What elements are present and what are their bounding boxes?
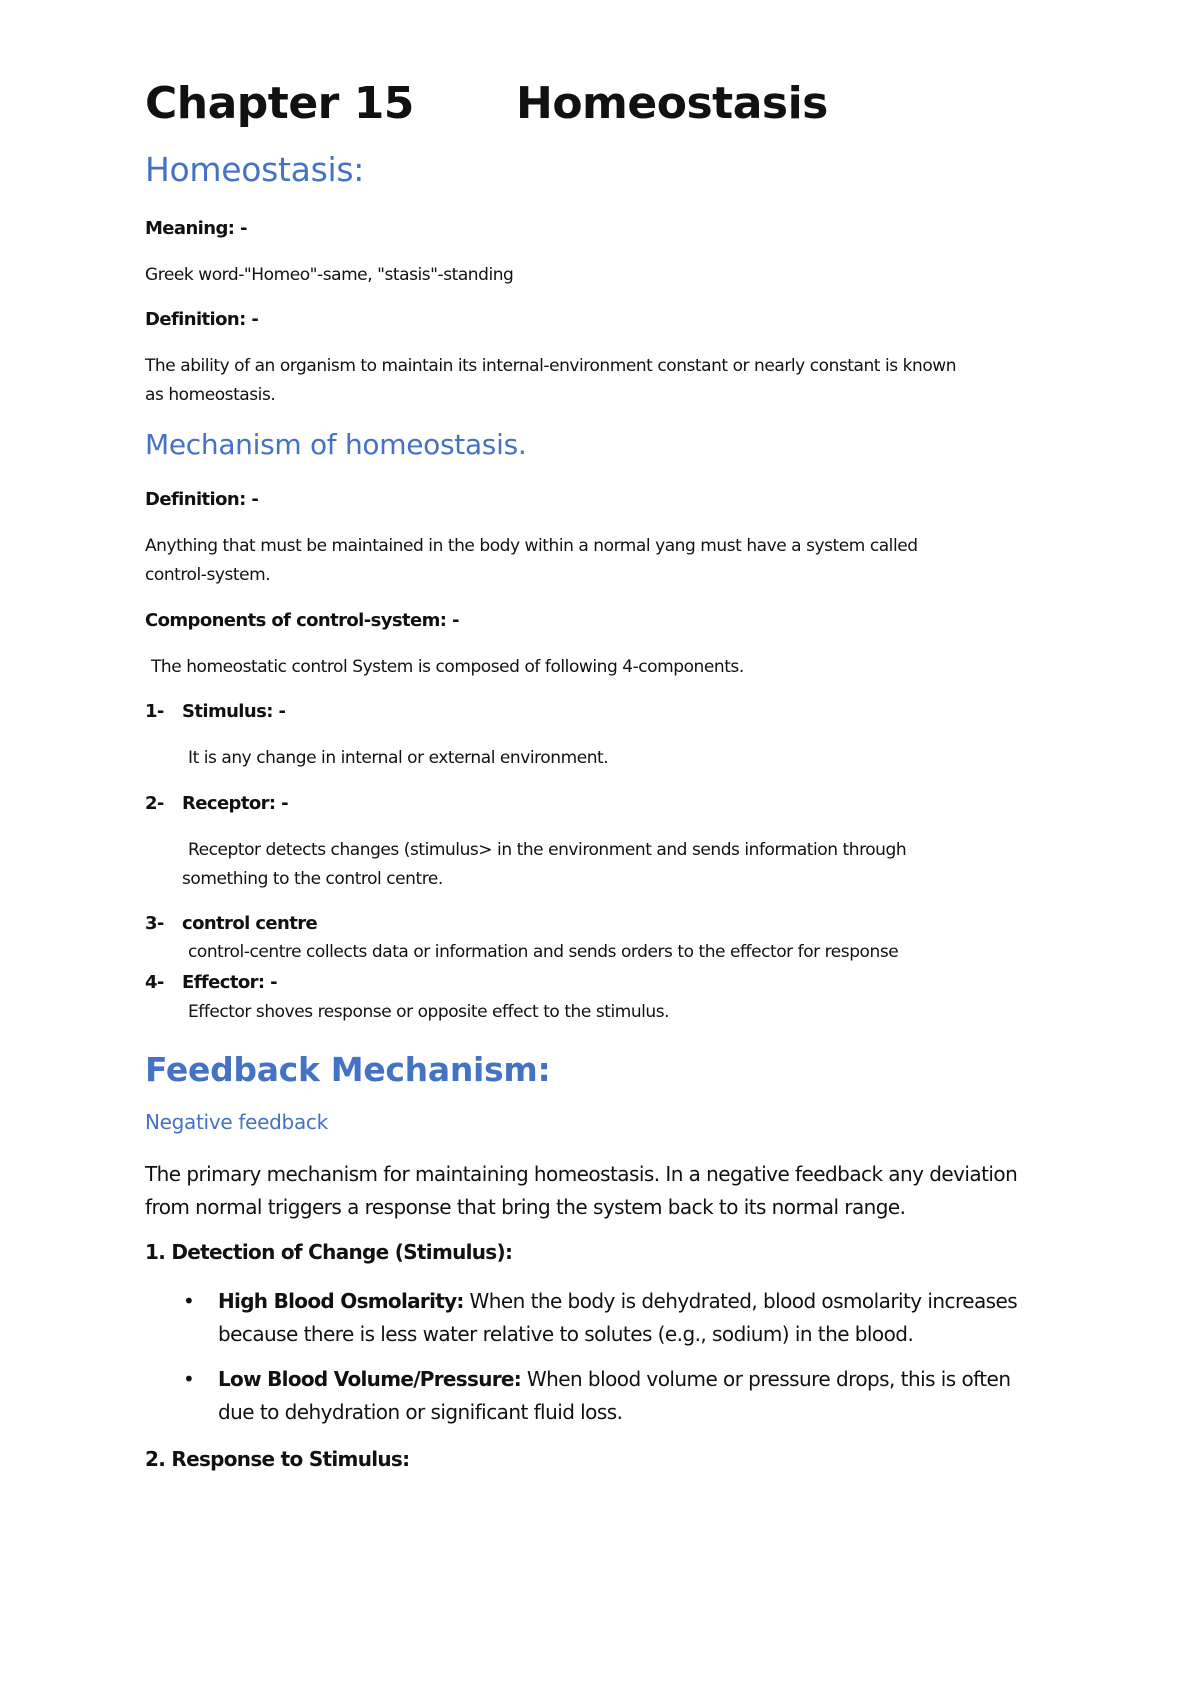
component-label-stimulus: Stimulus: - bbox=[182, 701, 286, 722]
feedback-intro-line2: from normal triggers a response that bring the system back to its normal range. bbox=[145, 1195, 906, 1219]
component-number: 3- bbox=[145, 913, 164, 934]
bullet-icon: • bbox=[183, 1289, 195, 1313]
bullet-bold-term: High Blood Osmolarity: bbox=[218, 1289, 464, 1313]
section2-heading: 2. Response to Stimulus: bbox=[145, 1447, 410, 1471]
definition-label: Definition: - bbox=[145, 309, 259, 330]
component-text: something to the control centre. bbox=[182, 869, 443, 889]
component-number: 2- bbox=[145, 793, 164, 814]
components-label: Components of control-system: - bbox=[145, 610, 459, 631]
section-heading-mechanism: Mechanism of homeostasis. bbox=[145, 428, 527, 461]
mechanism-definition-line2: control-system. bbox=[145, 565, 271, 585]
meaning-text: Greek word-"Homeo"-same, "stasis"-standing bbox=[145, 265, 514, 285]
subheading-negative-feedback: Negative feedback bbox=[145, 1110, 328, 1134]
chapter-title: Homeostasis bbox=[516, 78, 828, 129]
component-text: control-centre collects data or information and sends orders to the effector for response bbox=[188, 942, 899, 962]
component-text: It is any change in internal or external environment. bbox=[188, 748, 609, 768]
component-text: Receptor detects changes (stimulus> in the environment and sends information through bbox=[188, 840, 907, 860]
component-label-control-centre: control centre bbox=[182, 913, 318, 934]
bullet-text: When blood volume or pressure drops, this is often bbox=[521, 1367, 1011, 1391]
component-number: 1- bbox=[145, 701, 164, 722]
meaning-label: Meaning: - bbox=[145, 218, 247, 239]
section-heading-homeostasis: Homeostasis: bbox=[145, 150, 365, 189]
definition-text-line1: The ability of an organism to maintain its internal-environment constant or nearly constant is known bbox=[145, 356, 957, 376]
component-text: Effector shoves response or opposite effect to the stimulus. bbox=[188, 1002, 670, 1022]
bullet-bold-term: Low Blood Volume/Pressure: bbox=[218, 1367, 522, 1391]
section1-heading: 1. Detection of Change (Stimulus): bbox=[145, 1240, 513, 1264]
mechanism-definition-label: Definition: - bbox=[145, 489, 259, 510]
bullet-text: When the body is dehydrated, blood osmolarity increases bbox=[463, 1289, 1018, 1313]
feedback-intro-line1: The primary mechanism for maintaining homeostasis. In a negative feedback any deviation bbox=[145, 1162, 1018, 1186]
bullet-item bbox=[218, 1367, 1010, 1391]
component-number: 4- bbox=[145, 972, 164, 993]
bullet-item bbox=[218, 1289, 1017, 1313]
mechanism-definition-line1: Anything that must be maintained in the body within a normal yang must have a system called bbox=[145, 536, 918, 556]
section-heading-feedback: Feedback Mechanism: bbox=[145, 1050, 551, 1089]
component-label-effector: Effector: - bbox=[182, 972, 278, 993]
components-intro: The homeostatic control System is composed of following 4-components. bbox=[151, 657, 744, 677]
component-label-receptor: Receptor: - bbox=[182, 793, 289, 814]
bullet-icon: • bbox=[183, 1367, 195, 1391]
definition-text-line2: as homeostasis. bbox=[145, 385, 276, 405]
bullet-text-line2: due to dehydration or significant fluid loss. bbox=[218, 1400, 623, 1424]
chapter-number: Chapter 15 bbox=[145, 78, 414, 129]
bullet-text-line2: because there is less water relative to solutes (e.g., sodium) in the blood. bbox=[218, 1322, 914, 1346]
